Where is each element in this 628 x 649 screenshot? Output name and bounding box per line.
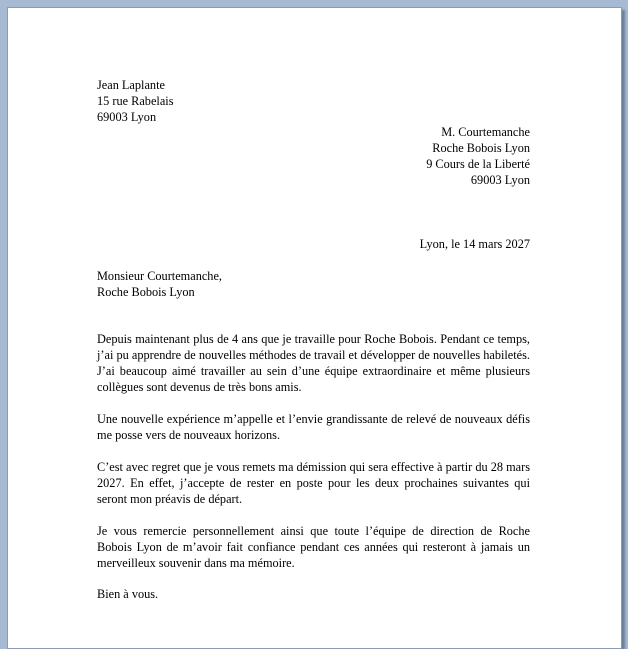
body-paragraph-3: C’est avec regret que je vous remets ma démission qui sera effective à partir du 28 mars 2027. En effet, j’accepte de rester en poste pour les deux prochaines suivantes qui seront mon préavis de départ. bbox=[97, 460, 530, 506]
sender-name: Jean Laplante bbox=[97, 78, 165, 92]
salutation-line: Monsieur Courtemanche, bbox=[97, 269, 222, 283]
body-paragraph-1: Depuis maintenant plus de 4 ans que je travaille pour Roche Bobois. Pendant ce temps, j’ai pu apprendre de nouvelles méthodes de travail et développer de nouvelles habiletés. J’ai beaucoup aimé travailler au sein d’une équipe extraordinaire et même plusieurs collègues sont devenus de très bons amis. bbox=[97, 332, 530, 394]
date-line: Lyon, le 14 mars 2027 bbox=[419, 237, 530, 251]
sender-city: 69003 Lyon bbox=[97, 110, 157, 124]
document-page bbox=[7, 7, 622, 649]
body-paragraph-2: Une nouvelle expérience m’appelle et l’envie grandissante de relevé de nouveaux défis me posse vers de nouveaux horizons. bbox=[97, 412, 530, 442]
recipient-street: 9 Cours de la Liberté bbox=[426, 157, 530, 171]
recipient-company: Roche Bobois Lyon bbox=[432, 141, 530, 155]
recipient-name: M. Courtemanche bbox=[441, 125, 530, 139]
recipient-city: 69003 Lyon bbox=[470, 173, 530, 187]
closing-line: Bien à vous. bbox=[97, 587, 159, 601]
body-paragraph-4: Je vous remercie personnellement ainsi que toute l’équipe de direction de Roche Bobois Lyon de m’avoir fait confiance pendant ces années qui resteront à jamais un merveilleux souvenir dans ma mémoire. bbox=[97, 524, 530, 570]
sender-street: 15 rue Rabelais bbox=[97, 94, 174, 108]
salutation-company: Roche Bobois Lyon bbox=[97, 285, 195, 299]
